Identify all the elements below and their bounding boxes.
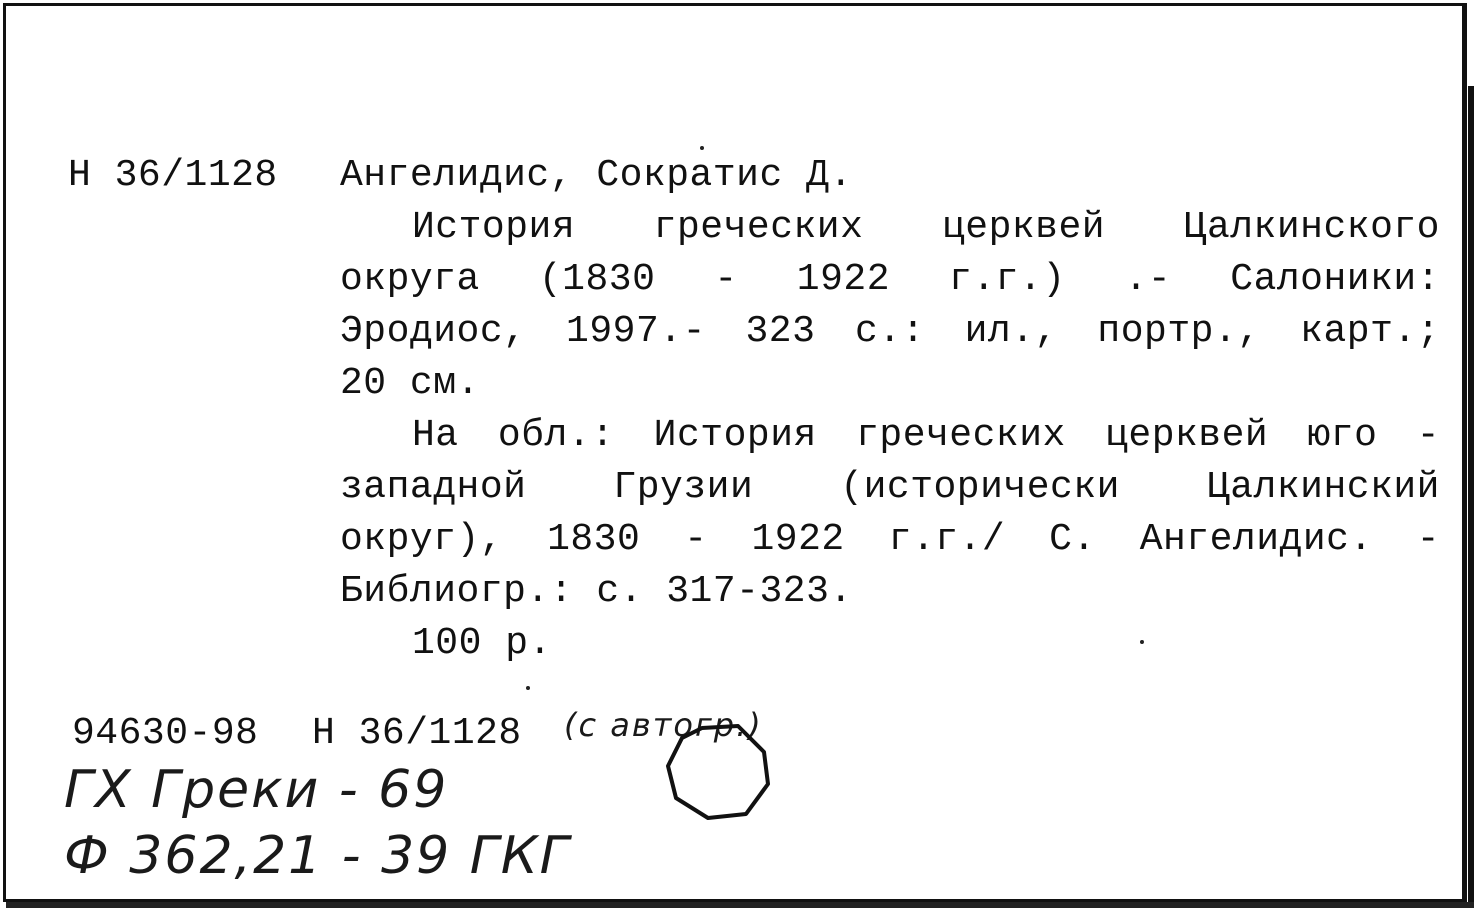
entry-bibliography-line: Библиогр.: с. 317-323. <box>340 570 853 613</box>
punched-hole-mark <box>664 722 772 822</box>
handwritten-autograph-note: (с автогр.) <box>564 706 763 744</box>
call-number: Н 36/1128 <box>68 154 278 197</box>
bibliographic-entry <box>340 150 1440 670</box>
speck <box>526 686 530 690</box>
handwritten-classification: ГХ Греки - 69 <box>64 760 449 820</box>
entry-note-line: округ), 1830 - 1922 г.г./ С. Ангелидис. - <box>340 518 1440 561</box>
entry-publication-line: Эродиос, 1997.- 323 с.: ил., портр., карт.; <box>340 310 1440 353</box>
card-bottom-shadow <box>6 902 1474 908</box>
entry-price-line: 100 р. <box>412 622 552 665</box>
entry-title-line: округа (1830 - 1922 г.г.) .- Салоники: <box>340 258 1440 301</box>
entry-author: Ангелидис, Сократис Д. <box>340 154 853 197</box>
shelf-mark: Н 36/1128 <box>312 712 522 755</box>
accession-number: 94630-98 <box>72 712 259 755</box>
entry-note-line: На обл.: История греческих церквей юго - <box>412 414 1440 457</box>
speck <box>700 146 704 150</box>
entry-note-line: западной Грузии (исторически Цалкинский <box>340 466 1440 509</box>
speck <box>1140 640 1144 644</box>
handwritten-fund-mark: Ф 362,21 - 39 ГКГ <box>64 826 571 886</box>
entry-title-line: История греческих церквей Цалкинского <box>412 206 1440 249</box>
entry-size-line: 20 см. <box>340 362 480 405</box>
card-edge-shadow <box>1468 86 1474 908</box>
